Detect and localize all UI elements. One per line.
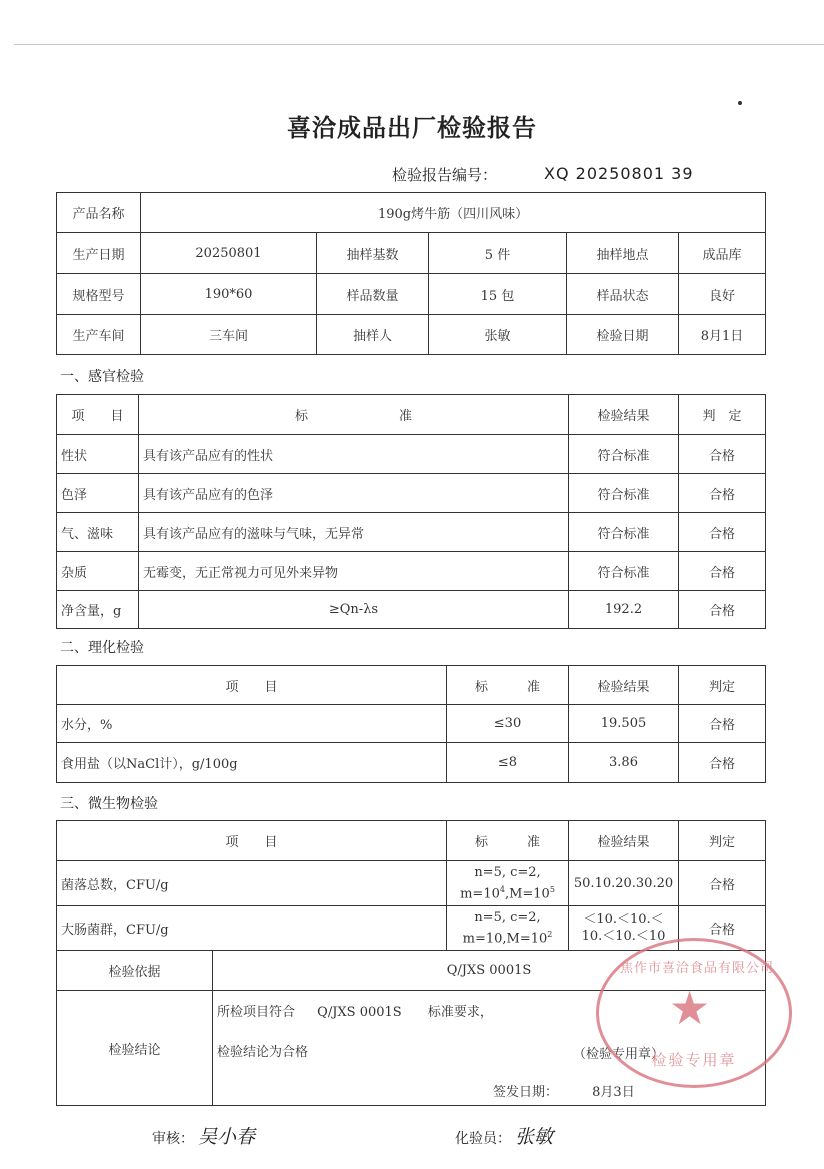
analyst-signature xyxy=(455,1122,553,1149)
micro-item: 菌落总数，CFU/g xyxy=(57,861,447,906)
report-number-value: XQ 20250801 39 xyxy=(544,164,694,183)
spec-label: 规格型号 xyxy=(57,274,141,315)
physchem-header-standard: 标 准 xyxy=(447,666,569,705)
micro-judge: 合格 xyxy=(679,906,766,951)
micro-result-line2: 10.＜10.＜10 xyxy=(581,929,666,944)
sample-place-label: 抽样地点 xyxy=(567,233,679,274)
micro-result-line1: 50.10.20.30.20 xyxy=(573,875,674,891)
conclusion-line1-c: 标准要求， xyxy=(427,1005,493,1020)
sensory-item: 性状 xyxy=(57,435,139,474)
sensory-item: 净含量，g xyxy=(57,591,139,629)
table-row xyxy=(57,861,766,906)
micro-std-M-exp: 5 xyxy=(549,884,555,894)
report-number xyxy=(392,164,694,185)
product-name: 190g烤牛筋（四川风味） xyxy=(141,193,766,233)
sensory-judge: 合格 xyxy=(679,474,766,513)
sensory-standard: 具有该产品应有的性状 xyxy=(139,435,569,474)
seal-company-name: 焦作市喜洽食品有限公司 xyxy=(619,961,774,976)
issue-date-label: 签发日期： xyxy=(493,1085,559,1100)
physchem-judge: 合格 xyxy=(679,705,766,743)
sample-state: 良好 xyxy=(679,274,766,315)
sensory-result: 符合标准 xyxy=(569,552,679,591)
conclusion-seal-note: （检验专用章） xyxy=(573,1047,665,1062)
company-seal xyxy=(596,938,792,1088)
micro-header-judge: 判定 xyxy=(679,821,766,861)
table-row xyxy=(57,743,766,783)
sensory-header-item: 项 目 xyxy=(57,395,139,435)
sensory-item: 气、滋味 xyxy=(57,513,139,552)
physchem-header-judge: 判定 xyxy=(679,666,766,705)
report-title: 喜洽成品出厂检验报告 xyxy=(287,114,537,142)
inspect-date: 8月1日 xyxy=(679,315,766,355)
sample-state-label: 样品状态 xyxy=(567,274,679,315)
conclusion-line2: 检验结论为合格 xyxy=(217,1045,309,1060)
product-info-table xyxy=(56,192,766,355)
physchem-table xyxy=(56,665,766,783)
conclusion-line1-b: Q/JXS 0001S xyxy=(317,1005,402,1020)
sensory-table xyxy=(56,394,766,629)
micro-std-m: m=10 xyxy=(462,931,503,947)
physchem-header-item: 项 目 xyxy=(57,666,447,705)
workshop-label: 生产车间 xyxy=(57,315,141,355)
physchem-item: 水分，% xyxy=(57,705,447,743)
table-row xyxy=(57,705,766,743)
sensory-heading: 一、感官检验 xyxy=(60,369,144,385)
sensory-judge: 合格 xyxy=(679,591,766,629)
scan-speck xyxy=(738,101,742,105)
micro-heading: 三、微生物检验 xyxy=(60,796,158,812)
conclusion-line1-a: 所检项目符合 xyxy=(217,1005,296,1020)
issue-date-row xyxy=(493,1081,635,1100)
sample-base-label: 抽样基数 xyxy=(317,233,429,274)
sensory-judge: 合格 xyxy=(679,435,766,474)
report-number-label: 检验报告编号： xyxy=(392,166,498,184)
conclusion-line1 xyxy=(217,1001,493,1020)
sampler-label: 抽样人 xyxy=(317,315,429,355)
sensory-header-standard: 标 准 xyxy=(139,395,569,435)
product-name-label: 产品名称 xyxy=(57,193,141,233)
micro-header-item: 项 目 xyxy=(57,821,447,861)
basis-label: 检验依据 xyxy=(57,951,213,991)
sensory-judge: 合格 xyxy=(679,552,766,591)
micro-header-result: 检验结果 xyxy=(569,821,679,861)
prod-date: 20250801 xyxy=(141,233,317,274)
spec: 190*60 xyxy=(141,274,317,315)
micro-standard xyxy=(447,906,569,951)
sensory-header-result: 检验结果 xyxy=(569,395,679,435)
physchem-header-result: 检验结果 xyxy=(569,666,679,705)
micro-result xyxy=(569,861,679,906)
top-rule xyxy=(14,44,824,45)
physchem-result: 19.505 xyxy=(569,705,679,743)
analyst-label: 化验员： xyxy=(455,1131,511,1147)
reviewer-label: 审核： xyxy=(152,1131,194,1147)
sampler: 张敏 xyxy=(429,315,567,355)
table-row xyxy=(57,474,766,513)
prod-date-label: 生产日期 xyxy=(57,233,141,274)
micro-standard-line1: n=5, c=2, xyxy=(474,864,541,880)
sensory-standard: 具有该产品应有的色泽 xyxy=(139,474,569,513)
physchem-result: 3.86 xyxy=(569,743,679,783)
micro-std-m: m=10 xyxy=(460,886,500,902)
micro-std-M: ,M=10 xyxy=(504,886,550,902)
seal-label: 检验专用章 xyxy=(651,1051,737,1069)
sensory-standard: 无霉变，无正常视力可见外来异物 xyxy=(139,552,569,591)
micro-item: 大肠菌群，CFU/g xyxy=(57,906,447,951)
table-row xyxy=(57,513,766,552)
conclusion-label: 检验结论 xyxy=(57,991,213,1106)
sample-qty-label: 样品数量 xyxy=(317,274,429,315)
sensory-item: 色泽 xyxy=(57,474,139,513)
inspect-date-label: 检验日期 xyxy=(567,315,679,355)
sensory-judge: 合格 xyxy=(679,513,766,552)
micro-header-standard: 标 准 xyxy=(447,821,569,861)
reviewer-signature xyxy=(152,1122,255,1149)
sample-base: 5 件 xyxy=(429,233,567,274)
micro-std-M: ,M=10 xyxy=(502,931,548,947)
micro-standard xyxy=(447,861,569,906)
sensory-standard: 具有该产品应有的滋味与气味，无异常 xyxy=(139,513,569,552)
micro-std-m-exp: 4 xyxy=(499,884,505,894)
physchem-judge: 合格 xyxy=(679,743,766,783)
micro-standard-line1: n=5, c=2, xyxy=(474,909,541,925)
table-row xyxy=(57,435,766,474)
sensory-result: 符合标准 xyxy=(569,513,679,552)
analyst-name: 张敏 xyxy=(515,1126,554,1148)
micro-standard-line2 xyxy=(447,881,568,902)
sensory-result: 符合标准 xyxy=(569,435,679,474)
micro-standard-line2 xyxy=(447,926,568,947)
table-row xyxy=(57,552,766,591)
sensory-item: 杂质 xyxy=(57,552,139,591)
micro-result-line1: ＜10.＜10.＜ xyxy=(583,912,664,927)
basis-value: Q/JXS 0001S xyxy=(213,951,766,991)
seal-star-icon: ★ xyxy=(669,981,711,1035)
sensory-standard: ≥Qn-λs xyxy=(139,591,569,629)
sensory-header-judge: 判 定 xyxy=(679,395,766,435)
workshop: 三车间 xyxy=(141,315,317,355)
sample-qty: 15 包 xyxy=(429,274,567,315)
sensory-result: 符合标准 xyxy=(569,474,679,513)
sensory-result: 192.2 xyxy=(569,591,679,629)
physchem-standard: ≤8 xyxy=(447,743,569,783)
physchem-standard: ≤30 xyxy=(447,705,569,743)
table-row xyxy=(57,591,766,629)
issue-date: 8月3日 xyxy=(592,1085,635,1100)
micro-std-M-exp: 2 xyxy=(547,929,553,939)
sample-place: 成品库 xyxy=(679,233,766,274)
physchem-heading: 二、理化检验 xyxy=(60,640,144,656)
micro-judge: 合格 xyxy=(679,861,766,906)
physchem-item: 食用盐（以NaCl计），g/100g xyxy=(57,743,447,783)
reviewer-name: 吴小春 xyxy=(198,1126,256,1148)
